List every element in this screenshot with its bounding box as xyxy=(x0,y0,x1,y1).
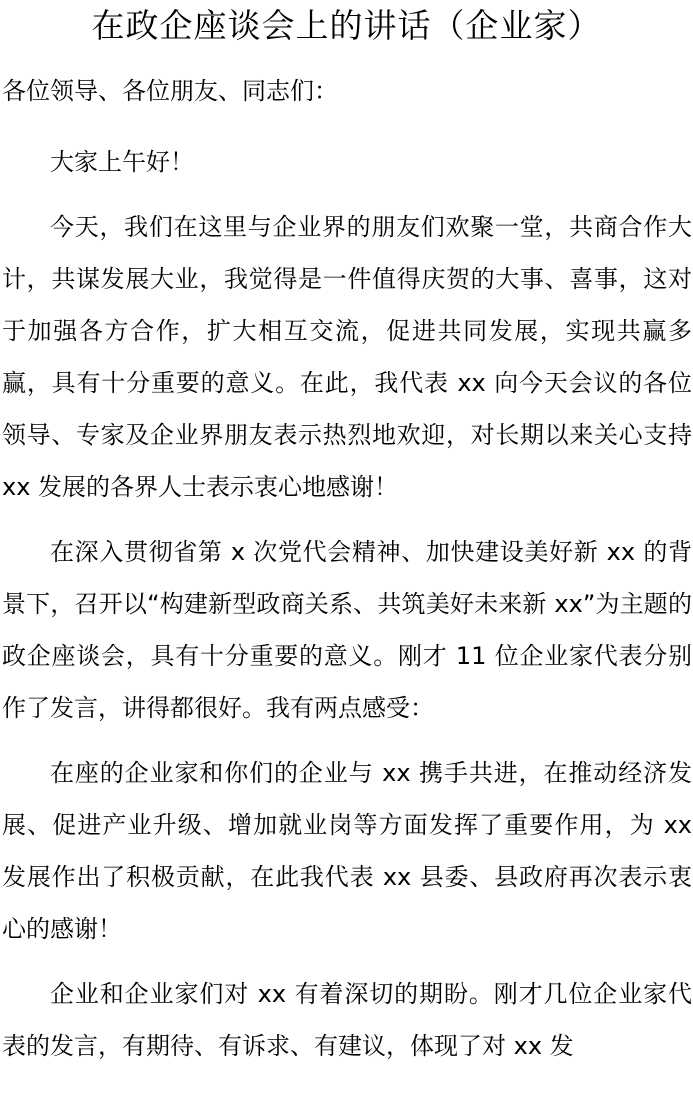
document-title: 在政企座谈会上的讲话（企业家） xyxy=(91,6,602,45)
paragraph-expectations: 企业和企业家们对 xx 有着深切的期盼。刚才几位企业家代表的发言，有期待、有诉求、有建议，体现了对 xx 发 xyxy=(2,980,692,1060)
paragraph-welcome: 今天，我们在这里与企业界的朋友们欢聚一堂，共商合作大计，共谋发展大业，我觉得是一件值得庆贺的大事、喜事，这对于加强各方合作，扩大相互交流，促进共同发展，实现共赢多赢，具有十分重要的意义。在此，我代表 xx 向今天会议的各位领导、专家及企业界朋友表示热烈地欢迎，对长期以来关心支持 xx 发展的各界人士表示衷心地感谢！ xyxy=(2,213,692,501)
paragraph-background: 在深入贯彻省第 x 次党代会精神、加快建设美好新 xx 的背景下，召开以“构建新型政商关系、共筑美好未来新 xx”为主题的政企座谈会，具有十分重要的意义。刚才 11 位企业家代表分别作了发言，讲得都很好。我有两点感受： xyxy=(2,538,692,722)
greeting-line: 各位领导、各位朋友、同志们： xyxy=(2,77,338,105)
paragraph-opening: 大家上午好！ xyxy=(50,148,194,176)
document-body xyxy=(2,136,692,1085)
paragraph-thanks: 在座的企业家和你们的企业与 xx 携手共进，在推动经济发展、促进产业升级、增加就业岗等方面发挥了重要作用，为 xx 发展作出了积极贡献，在此我代表 xx 县委、县政府再次表示衷心的感谢！ xyxy=(2,759,692,943)
